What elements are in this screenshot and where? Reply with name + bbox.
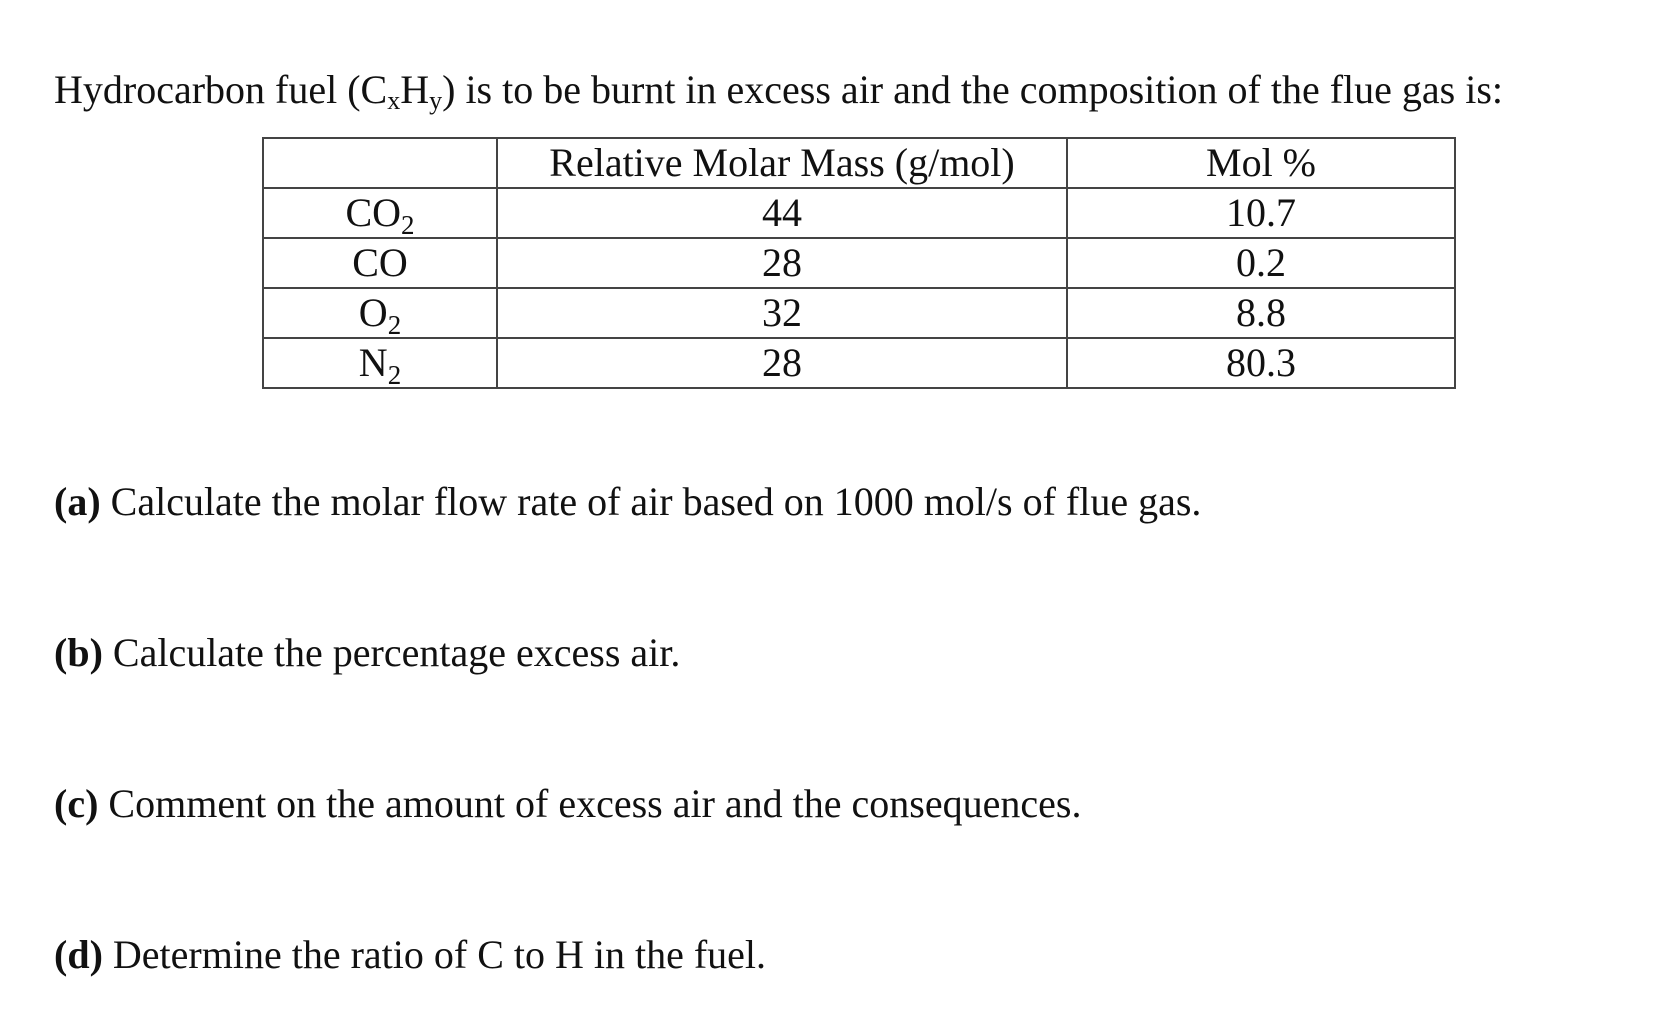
table-header-row — [263, 138, 1455, 188]
intro-subscript-x: x — [387, 86, 401, 115]
species-cell — [263, 188, 497, 238]
intro-text-2: H — [400, 67, 430, 112]
intro-text-3: ) is to be burnt in excess air and the composition of the flue gas is: — [442, 67, 1504, 112]
mol-percent-cell: 8.8 — [1067, 288, 1455, 338]
table-row — [263, 288, 1455, 338]
flue-gas-table — [262, 137, 1456, 389]
mol-percent-cell: 80.3 — [1067, 338, 1455, 388]
question-a — [54, 476, 1201, 528]
species-cell — [263, 238, 497, 288]
species-subscript: 2 — [387, 360, 402, 390]
table-row — [263, 338, 1455, 388]
question-c-text: Comment on the amount of excess air and the consequences. — [98, 781, 1082, 826]
header-mol-percent: Mol % — [1067, 138, 1455, 188]
question-a-label: (a) — [54, 479, 101, 524]
question-c — [54, 778, 1081, 830]
species-name: CO — [345, 190, 402, 235]
question-a-text: Calculate the molar flow rate of air based on 1000 mol/s of flue gas. — [100, 479, 1202, 524]
mol-percent-cell: 0.2 — [1067, 238, 1455, 288]
species-name: O — [358, 290, 388, 335]
molar-mass-cell: 28 — [497, 338, 1067, 388]
species-cell — [263, 288, 497, 338]
question-b — [54, 627, 680, 679]
question-d-text: Determine the ratio of C to H in the fuel. — [102, 932, 767, 977]
table-row — [263, 238, 1455, 288]
molar-mass-cell: 32 — [497, 288, 1067, 338]
species-name: N — [358, 340, 388, 385]
problem-intro — [54, 64, 1503, 116]
species-subscript: 2 — [387, 310, 402, 340]
mol-percent-cell: 10.7 — [1067, 188, 1455, 238]
molar-mass-cell: 44 — [497, 188, 1067, 238]
header-species — [263, 138, 497, 188]
species-subscript: 2 — [401, 210, 415, 240]
question-d-label: (d) — [54, 932, 103, 977]
question-b-label: (b) — [54, 630, 103, 675]
table-row — [263, 188, 1455, 238]
question-d — [54, 929, 766, 981]
species-cell — [263, 338, 497, 388]
question-b-text: Calculate the percentage excess air. — [102, 630, 681, 675]
intro-subscript-y: y — [429, 86, 443, 115]
species-name: CO — [352, 240, 408, 285]
intro-text-1: Hydrocarbon fuel (C — [54, 67, 388, 112]
question-c-label: (c) — [54, 781, 99, 826]
molar-mass-cell: 28 — [497, 238, 1067, 288]
header-molar-mass: Relative Molar Mass (g/mol) — [497, 138, 1067, 188]
